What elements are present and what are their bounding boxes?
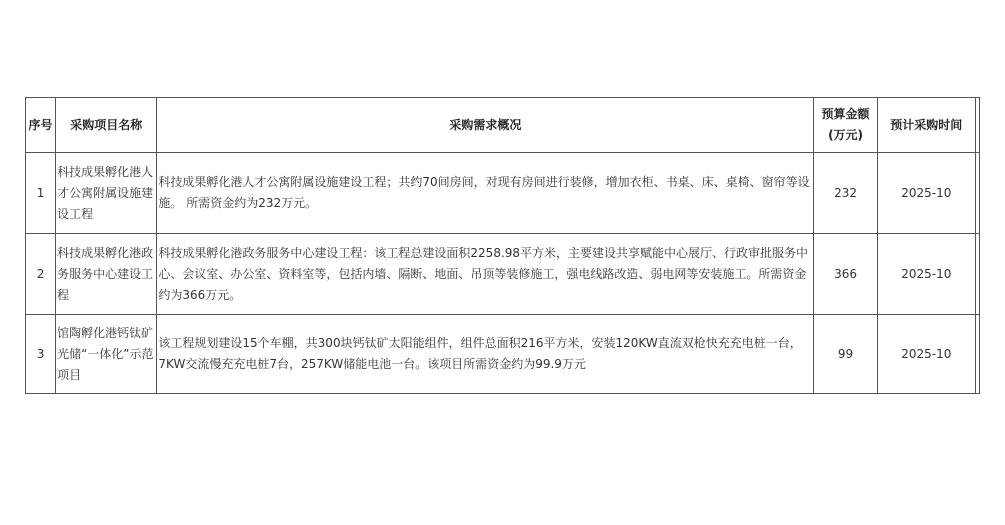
procurement-table-container	[25, 97, 980, 394]
table-edge-cell	[975, 153, 979, 234]
row-project-name: 科技成果孵化港人才公寓附属设施建设工程	[56, 153, 157, 234]
row-description: 科技成果孵化港政务服务中心建设工程：该工程总建设面积2258.98平方米，主要建设共享赋能中心展厅、行政审批服务中心、会议室、办公室、资料室等，包括内墙、隔断、地面、吊顶等装修施工，强电线路改造、弱电网等安装施工。所需资金约为366万元。	[157, 234, 814, 315]
table-edge-cell	[975, 234, 979, 315]
row-time: 2025-10	[877, 153, 975, 234]
row-project-name: 科技成果孵化港政务服务中心建设工程	[56, 234, 157, 315]
table-row	[26, 315, 980, 394]
table-row	[26, 153, 980, 234]
table-header-row	[26, 98, 980, 153]
row-budget: 366	[814, 234, 877, 315]
row-index: 1	[26, 153, 56, 234]
row-description: 该工程规划建设15个车棚，共300块钙钛矿太阳能组件，组件总面积216平方米，安装120KW直流双枪快充充电桩一台，7KW交流慢充充电桩7台，257KW储能电池一台。该项目所需资金约为99.9万元	[157, 315, 814, 394]
row-description: 科技成果孵化港人才公寓附属设施建设工程；共约70间房间，对现有房间进行装修，增加衣柜、书桌、床、桌椅、窗帘等设施。 所需资金约为232万元。	[157, 153, 814, 234]
header-time: 预计采购时间	[877, 98, 975, 153]
row-budget: 232	[814, 153, 877, 234]
row-budget: 99	[814, 315, 877, 394]
row-time: 2025-10	[877, 234, 975, 315]
header-budget	[814, 98, 877, 153]
table-edge-cell	[975, 315, 979, 394]
table-row	[26, 234, 980, 315]
row-time: 2025-10	[877, 315, 975, 394]
row-index: 2	[26, 234, 56, 315]
header-name: 采购项目名称	[56, 98, 157, 153]
row-project-name: 馆陶孵化港钙钛矿光储“一体化”示范项目	[56, 315, 157, 394]
header-budget-line2: (万元)	[828, 128, 864, 142]
procurement-table	[25, 97, 980, 394]
header-index: 序号	[26, 98, 56, 153]
row-index: 3	[26, 315, 56, 394]
header-budget-line1: 预算金额	[821, 107, 870, 121]
table-edge-cell	[975, 98, 979, 153]
header-description: 采购需求概况	[157, 98, 814, 153]
